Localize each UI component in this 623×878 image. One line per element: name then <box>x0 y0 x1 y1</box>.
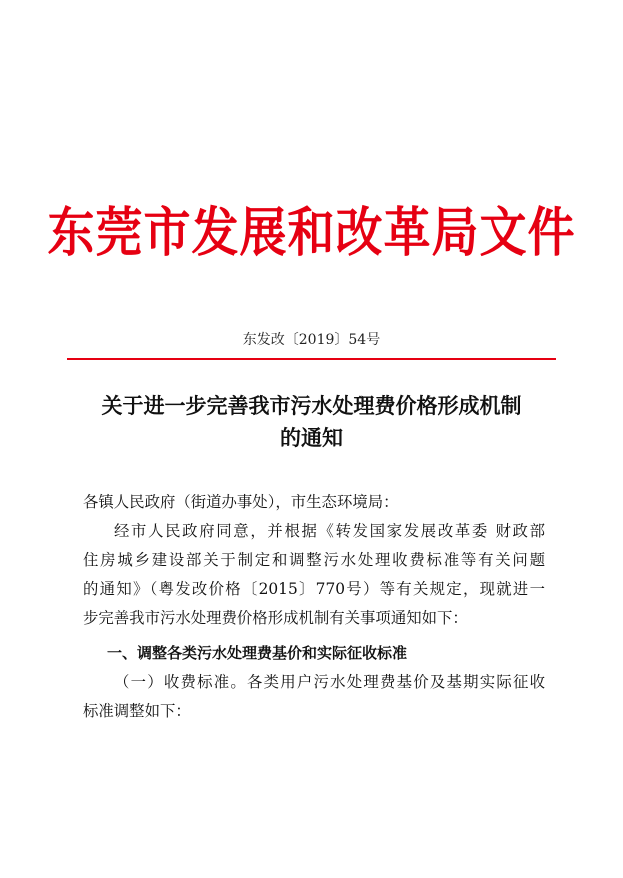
document-number: 东发改〔2019〕54号 <box>242 332 381 348</box>
paragraph-1-line-3: 的通知》（粤发改价格〔2015〕770号）等有关规定，现就进一 <box>83 580 545 598</box>
document-title-line-2: 的通知 <box>280 426 343 450</box>
masthead-title: 东莞市发展和改革局文件 <box>47 202 576 264</box>
red-divider-line <box>67 358 556 360</box>
document-title <box>60 390 563 454</box>
paragraph-1-line-2: 住房城乡建设部关于制定和调整污水处理收费标准等有关问题 <box>83 551 545 569</box>
subsection-1-line-1: （一）收费标准。各类用户污水处理费基价及基期实际征收 <box>114 673 545 691</box>
salutation: 各镇人民政府（街道办事处），市生态环境局： <box>83 493 399 511</box>
document-title-line-1: 关于进一步完善我市污水处理费价格形成机制 <box>101 394 522 418</box>
paragraph-1-line-4: 步完善我市污水处理费价格形成机制有关事项通知如下： <box>83 609 468 627</box>
subsection-1-line-2: 标准调整如下： <box>83 702 191 720</box>
paragraph-1-line-1: 经市人民政府同意，并根据《转发国家发展改革委 财政部 <box>114 522 545 540</box>
document-body <box>83 488 545 726</box>
section-1-heading: 一、调整各类污水处理费基价和实际征收标准 <box>107 644 408 662</box>
